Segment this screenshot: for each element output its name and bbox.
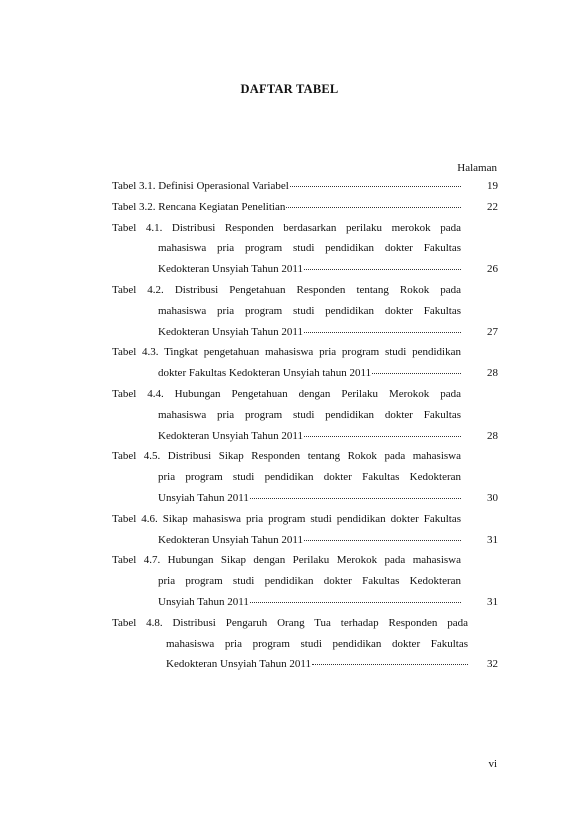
toc-entry-text: Tabel 4.2. Distribusi Pengetahuan Responden tentang Rokok pada [112, 283, 461, 296]
toc-entry-text: Tabel 3.2. Rencana Kegiatan Penelitian [112, 200, 286, 213]
toc-entry[interactable] [112, 176, 498, 197]
toc-entry-text: Tabel 4.7. Hubungan Sikap dengan Perilaku Merokok pada mahasiswa [112, 554, 461, 567]
toc-entry-page: 26 [487, 263, 498, 276]
dot-leader [304, 322, 461, 333]
dot-leader [250, 592, 461, 603]
toc-entry-page: 30 [487, 491, 498, 504]
page-number: vi [488, 758, 497, 770]
toc-entry-page: 22 [487, 200, 498, 213]
dot-leader [304, 426, 461, 437]
toc-entry-page: 28 [487, 367, 498, 380]
toc-entry-text: Kedokteran Unsyiah Tahun 2011 [158, 429, 303, 442]
toc-entry-text: Tabel 4.8. Distribusi Pengaruh Orang Tua terhadap Responden pada [112, 616, 468, 629]
toc-entry-page: 31 [487, 533, 498, 546]
toc-entry-page: 31 [487, 595, 498, 608]
toc-entry-page: 27 [487, 325, 498, 338]
toc-entry[interactable] [112, 613, 498, 675]
toc-entry-text: pria program studi pendidikan dokter Fakultas Kedokteran [158, 575, 461, 588]
toc-entry[interactable] [112, 384, 498, 446]
toc-entry[interactable] [112, 446, 498, 508]
toc-entry-page: 32 [487, 658, 498, 671]
toc-entry-text: mahasiswa pria program studi pendidikan dokter Fakultas [158, 242, 461, 255]
page-column-header: Halaman [457, 162, 497, 174]
toc-entry-text: Kedokteran Unsyiah Tahun 2011 [158, 325, 303, 338]
toc-entry-text: Unsyiah Tahun 2011 [158, 491, 249, 504]
toc-entry-text: Tabel 4.4. Hubungan Pengetahuan dengan Perilaku Merokok pada [112, 387, 461, 400]
toc-entry-text: Kedokteran Unsyiah Tahun 2011 [158, 263, 303, 276]
table-of-tables [112, 176, 498, 675]
toc-entry[interactable] [112, 509, 498, 551]
toc-entry-text: mahasiswa pria program studi pendidikan dokter Fakultas [158, 408, 461, 421]
toc-entry-page: 19 [487, 180, 498, 192]
dot-leader [250, 488, 461, 499]
toc-entry-text: mahasiswa pria program studi pendidikan dokter Fakultas [166, 637, 468, 650]
toc-entry[interactable] [112, 218, 498, 280]
toc-entry-text: pria program studi pendidikan dokter Fakultas Kedokteran [158, 471, 461, 484]
toc-entry[interactable] [112, 197, 498, 218]
dot-leader [286, 197, 461, 208]
dot-leader [372, 363, 461, 374]
toc-entry-text: dokter Fakultas Kedokteran Unsyiah tahun 2011 [158, 367, 372, 380]
toc-entry[interactable] [112, 280, 498, 342]
toc-entry-text: Tabel 4.3. Tingkat pengetahuan mahasiswa pria program studi pendidikan [112, 346, 461, 359]
dot-leader [304, 259, 461, 270]
toc-entry-text: Tabel 4.5. Distribusi Sikap Responden tentang Rokok pada mahasiswa [112, 450, 461, 463]
page-title: DAFTAR TABEL [240, 82, 339, 96]
toc-entry[interactable] [112, 550, 498, 612]
toc-entry-text: Tabel 4.6. Sikap mahasiswa pria program studi pendidikan dokter Fakultas [112, 512, 461, 525]
toc-entry-text: Tabel 4.1. Distribusi Responden berdasarkan perilaku merokok pada [112, 221, 461, 234]
toc-entry-page: 28 [487, 429, 498, 442]
toc-entry-text: Kedokteran Unsyiah Tahun 2011 [166, 658, 311, 671]
toc-entry-text: Tabel 3.1. Definisi Operasional Variabel [112, 180, 289, 192]
dot-leader [290, 176, 461, 187]
toc-entry-text: mahasiswa pria program studi pendidikan dokter Fakultas [158, 304, 461, 317]
dot-leader [304, 530, 461, 541]
toc-entry-text: Unsyiah Tahun 2011 [158, 595, 249, 608]
toc-entry-text: Kedokteran Unsyiah Tahun 2011 [158, 533, 303, 546]
dot-leader [312, 654, 468, 665]
toc-entry[interactable] [112, 342, 498, 384]
